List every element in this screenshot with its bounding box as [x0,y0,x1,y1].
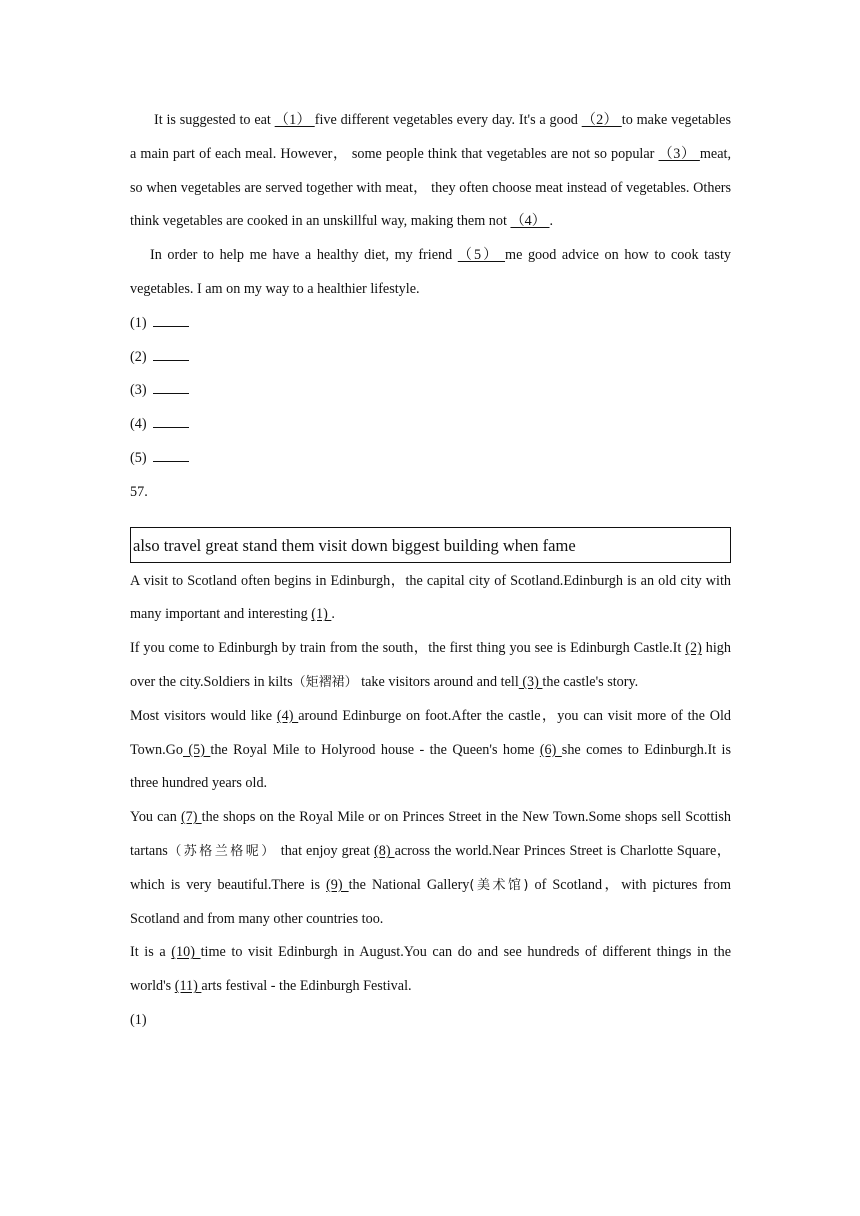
passage2-paragraph2 [130,632,731,700]
text: It is a [130,944,172,961]
question-number: 57. [130,483,148,500]
answer-blank[interactable] [153,381,189,394]
blank-9: (9) [326,876,349,893]
blank-5: (5) [183,741,211,758]
answer-blank[interactable] [153,449,189,462]
passage1-paragraph1 [130,104,731,239]
answer-lines-1 [130,307,731,476]
blank-1: （1） [274,112,315,128]
text: of Scotland，with pictures from Scotland and from many other countries too. [130,876,731,927]
answer-number: (1) [130,314,147,331]
text: A visit to Scotland often begins in Edinburgh，the capital city of Scotland.Edinburgh is an old city with many important and interesting [130,572,731,623]
answer-number: (3) [130,382,147,399]
text: to make vegetables a main part of each meal. However， some people think that vegetables are not so popular [130,112,731,162]
blank-4: （4） [510,213,550,230]
text: high over the city.Soldiers in kilts [130,640,731,690]
answer-number: (1) [130,1011,147,1028]
answer-number: (4) [130,416,147,433]
blank-3: (3) [518,673,543,690]
blank-11: (11) [174,978,202,995]
text: take visitors around and tell [357,673,519,690]
text: me good advice on how to cook tasty vegetables. I am on my way to a healthier lifestyle. [130,247,731,297]
text: Most visitors would like [130,707,277,724]
answer-number: (2) [130,348,147,365]
passage1-paragraph2 [130,239,731,307]
blank-2: (2) [685,640,702,657]
blank-1: (1) [311,606,332,623]
text: . [331,606,335,623]
text: the shops on the Royal Mile or on Princes Street in the New Town.Some shops sell Scottish tartans [130,809,731,859]
answer-line[interactable] [130,307,731,341]
answer-line[interactable] [130,442,731,476]
text: In order to help me have a healthy diet, my friend [150,247,458,264]
text: the castle's story. [542,673,639,690]
blank-8: (8) [374,842,395,859]
chinese-gloss: （苏格兰格呢） [167,843,277,859]
text: If you come to Edinburgh by train from the south，the first thing you see is Edinburgh Castle.It [130,640,686,657]
text: time to visit Edinburgh in August.You can do and see hundreds of different things in the world's [130,944,731,995]
passage2-paragraph4 [130,801,731,936]
answer-line[interactable] [130,374,731,408]
answer-line[interactable] [130,341,731,375]
passage2-paragraph5 [130,936,731,1004]
answer-blank[interactable] [153,314,189,327]
text: the National Gallery [348,876,470,893]
word-bank-box: also travel great stand them visit down biggest building when fame [130,527,731,563]
blank-10: (10) [171,944,201,961]
text: around Edinburge on foot.After the castle，you can visit more of the Old Town.Go [130,707,731,758]
chinese-gloss: （矩褶裙） [292,674,358,690]
text: the Royal Mile to Holyrood house - the Queen's home [210,741,540,758]
blank-6: (6) [539,741,562,758]
text: arts festival - the Edinburgh Festival. [201,978,412,995]
text: she comes to Edinburgh.It is three hundred years old. [130,741,731,792]
text: You can [130,809,181,826]
passage2-paragraph1 [130,565,731,633]
answer-number: (5) [130,449,147,466]
passage2-paragraph3 [130,700,731,801]
blank-7: (7) [180,809,202,826]
text: . [549,213,554,230]
text: that enjoy great [276,842,374,859]
document-page [130,104,731,1038]
text: five different vegetables every day. It's a good [314,112,582,128]
chinese-gloss: (美术馆) [469,877,529,893]
text: meat, so when vegetables are served together with meat， they often choose meat instead of vegetables. Others think vegetables are cooked in an unskillful way, making them not [130,145,731,230]
blank-2: （2） [581,112,622,128]
text: across the world.Near Princes Street is Charlotte Square，which is very beautiful.There is [130,842,731,893]
text: It is suggested to eat [154,112,275,128]
blank-4: (4) [276,707,299,724]
blank-5: （5） [457,247,506,264]
answer-blank[interactable] [153,348,189,361]
answer-line[interactable] [130,408,731,442]
answer-blank[interactable] [153,415,189,428]
blank-3: （3） [658,145,700,162]
